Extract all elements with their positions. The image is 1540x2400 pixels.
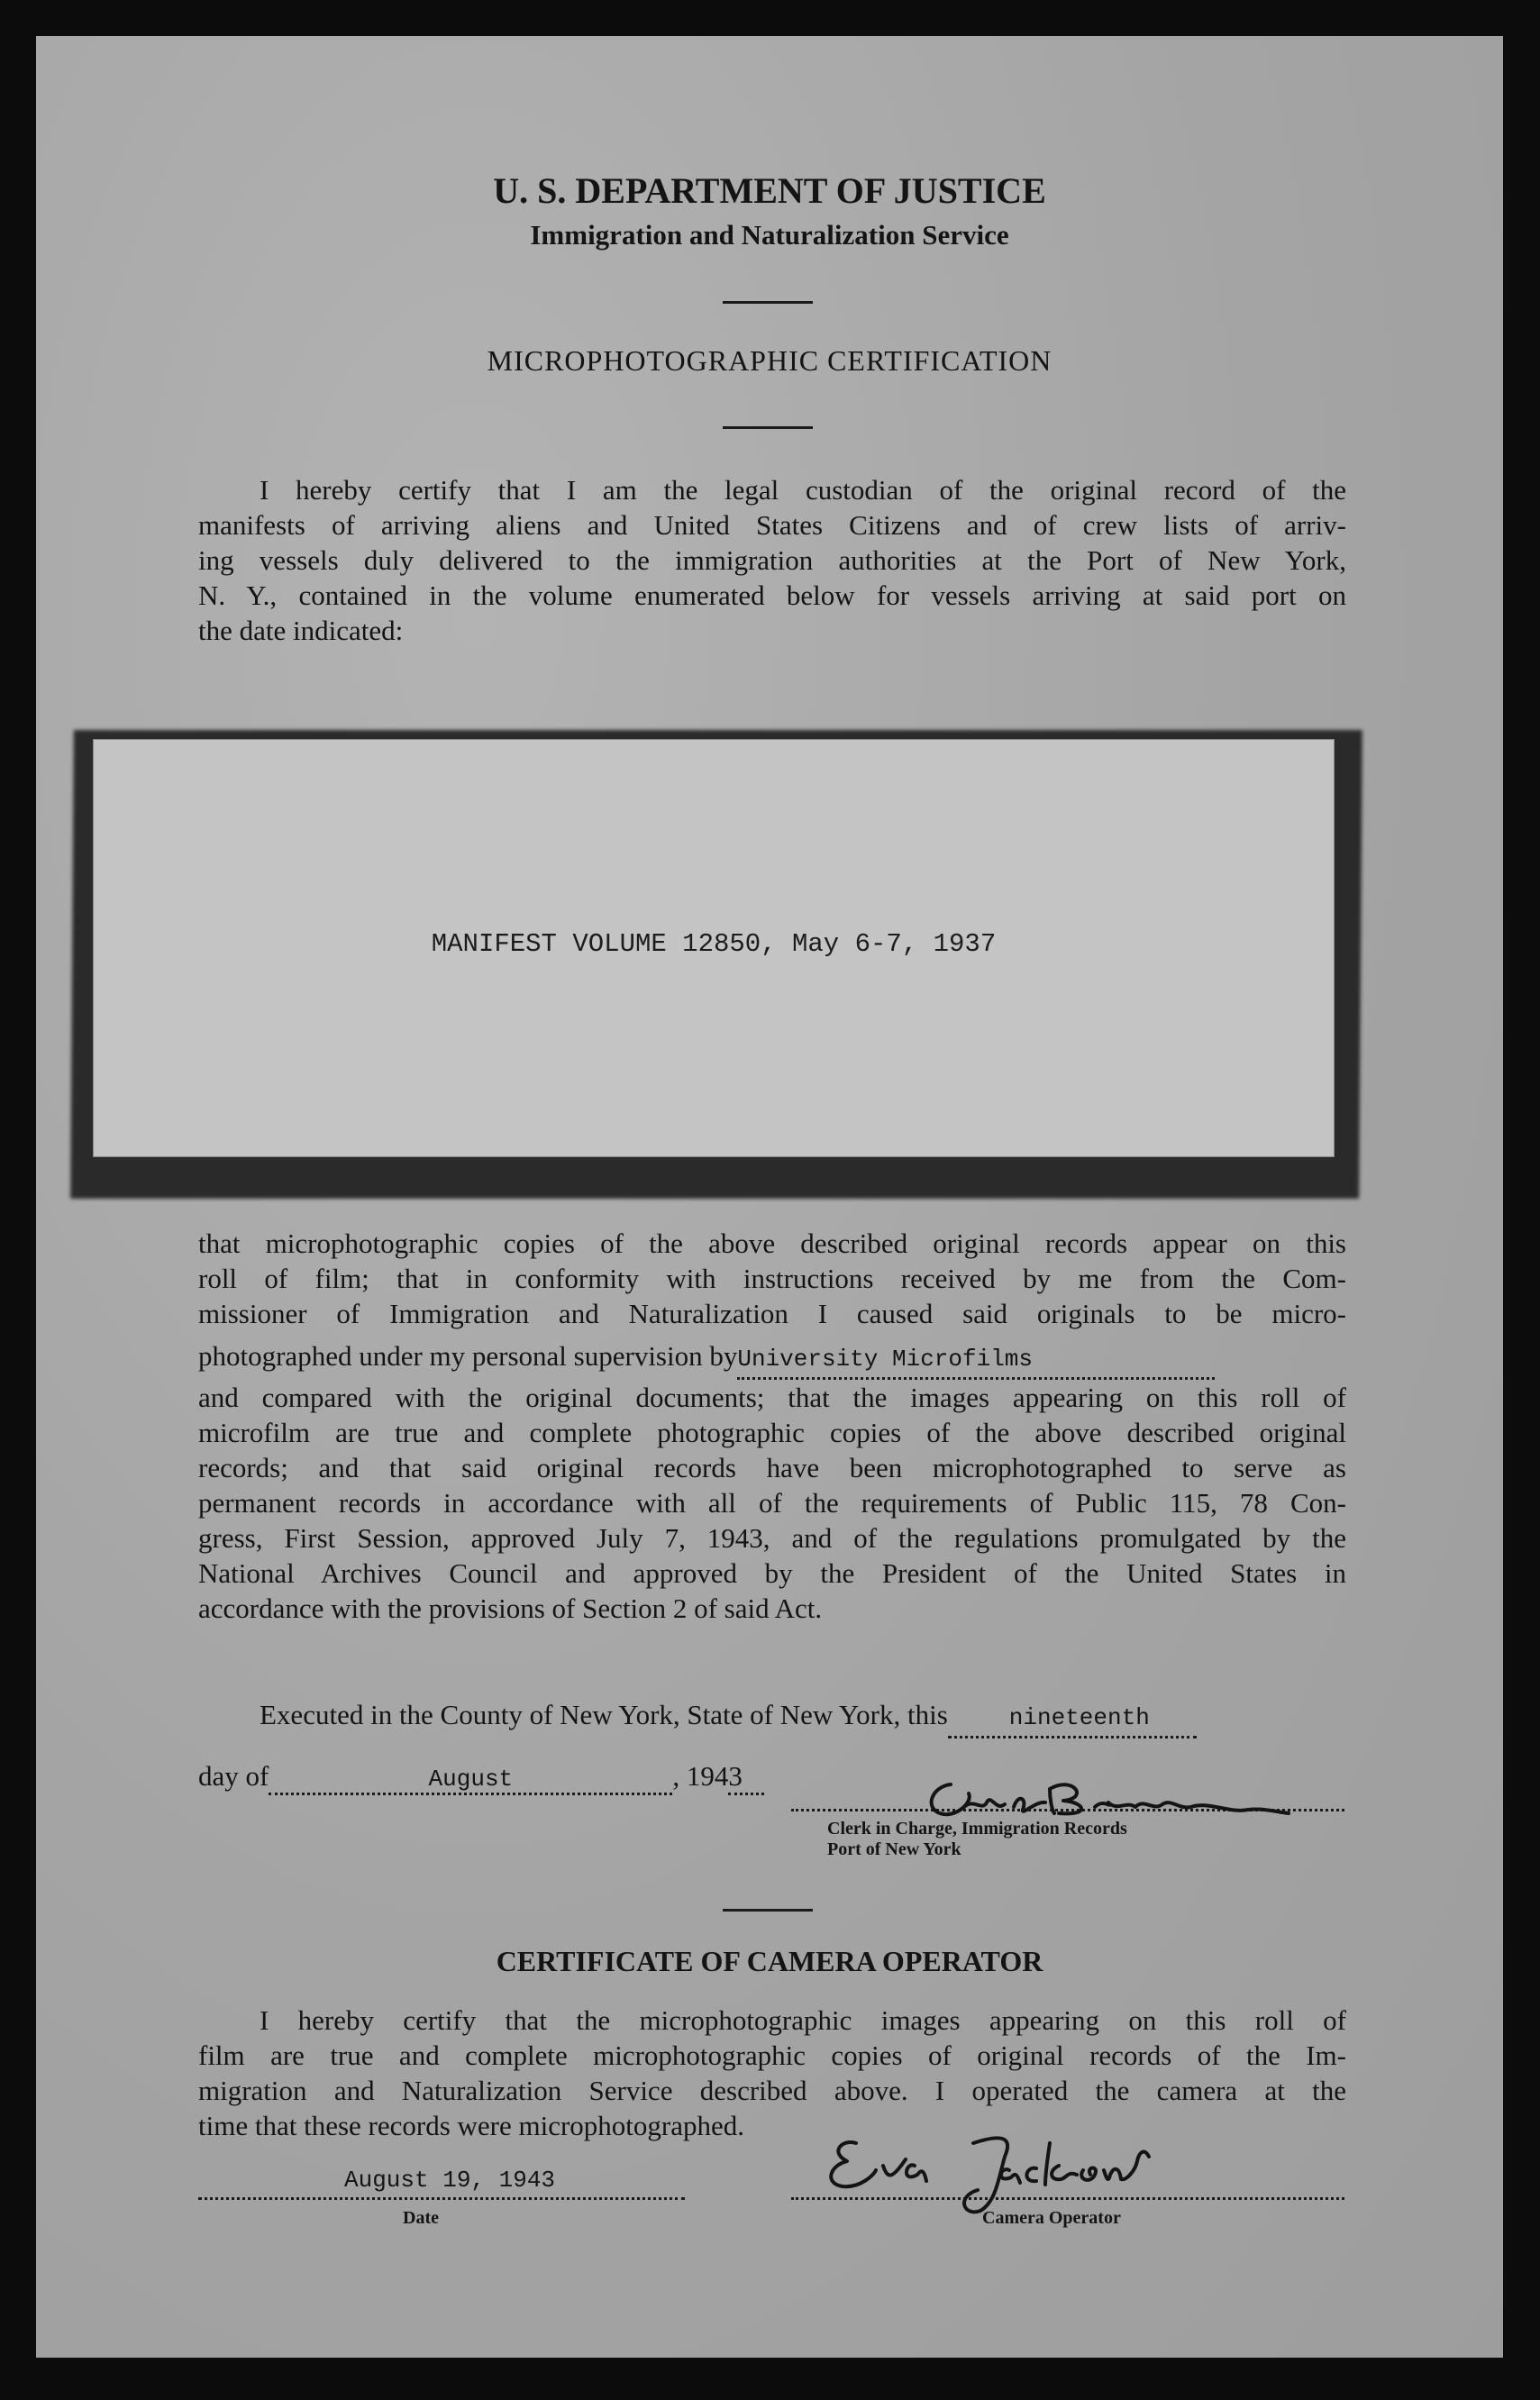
camera-line: time that these records were microphotographed. [198, 2110, 744, 2141]
divider-rule-top [723, 301, 813, 304]
body-line: and compared with the original documents; that the images appearing on this roll of [198, 1382, 1346, 1413]
camera-certificate-title: CERTIFICATE OF CAMERA OPERATOR [496, 1945, 1043, 1977]
body-line: records; and that said original records have been microphotographed to serve as [198, 1452, 1346, 1483]
manifest-card [93, 739, 1335, 1157]
camera-date-label: Date [403, 2208, 439, 2228]
manifest-volume-text: MANIFEST VOLUME 12850, May 6-7, 1937 [431, 929, 997, 959]
clerk-title-line1: Clerk in Charge, Immigration Records [827, 1819, 1127, 1839]
camera-date-value: August 19, 1943 [344, 2167, 556, 2194]
intro-line: the date indicated: [198, 615, 404, 646]
month-value: August [428, 1766, 514, 1793]
year-prefix: , 194 [672, 1760, 729, 1792]
department-heading: U. S. DEPARTMENT OF JUSTICE [493, 170, 1046, 211]
execution-line [198, 1697, 1346, 1738]
supervision-value: University Microfilms [737, 1346, 1034, 1373]
day-of-label: day of [198, 1760, 269, 1792]
body-paragraph [198, 1226, 1346, 1626]
body-line: gress, First Session, approved July 7, 1943, and of the regulations promulgated by the [198, 1522, 1346, 1554]
intro-line: I hereby certify that I am the legal custodian of the original record of the [260, 474, 1346, 506]
divider-rule-mid [723, 426, 813, 429]
body-line: accordance with the provisions of Section 2 of said Act. [198, 1592, 823, 1624]
camera-line: film are true and complete microphotographic copies of original records of the Im- [198, 2040, 1346, 2071]
date-signature-line [198, 2197, 685, 2200]
year-field [728, 1760, 764, 1795]
intro-line: manifests of arriving aliens and United States Citizens and of crew lists of arriv- [198, 509, 1346, 541]
divider-rule-bottom [723, 1909, 813, 1912]
day-field [948, 1697, 1197, 1738]
supervision-prefix: photographed under my personal supervision by [198, 1340, 738, 1372]
body-line: missioner of Immigration and Naturalization I caused said originals to be micro- [198, 1298, 1346, 1329]
intro-line: N. Y., contained in the volume enumerated below for vessels arriving at said port on [198, 579, 1346, 611]
document-page [36, 36, 1503, 2358]
day-value: nineteenth [1008, 1704, 1150, 1731]
clerk-title-line2: Port of New York [827, 1839, 961, 1859]
execution-prefix: Executed in the County of New York, State of New York, this [260, 1699, 948, 1730]
camera-paragraph [198, 2003, 1346, 2143]
intro-line: ing vessels duly delivered to the immigration authorities at the Port of New York, [198, 544, 1346, 576]
body-line: National Archives Council and approved by the President of the United States in [198, 1557, 1346, 1589]
camera-line: I hereby certify that the microphotographic images appearing on this roll of [260, 2004, 1346, 2036]
camera-operator-label: Camera Operator [982, 2208, 1121, 2228]
body-line: roll of film; that in conformity with instructions received by me from the Com- [198, 1263, 1346, 1294]
body-line: microfilm are true and complete photographic copies of the above described original [198, 1417, 1346, 1448]
body-line: permanent records in accordance with all of the requirements of Public 115, 78 Con- [198, 1487, 1346, 1519]
supervision-line [198, 1338, 1346, 1380]
body-line: that microphotographic copies of the above described original records appear on this [198, 1227, 1346, 1259]
supervision-field [737, 1338, 1215, 1380]
month-field [269, 1760, 672, 1795]
service-subheading: Immigration and Naturalization Service [530, 219, 1009, 251]
date-line [198, 1760, 764, 1795]
certification-title: MICROPHOTOGRAPHIC CERTIFICATION [487, 344, 1052, 377]
camera-line: migration and Naturalization Service described above. I operated the camera at the [198, 2075, 1346, 2106]
intro-paragraph [198, 472, 1346, 648]
year-value: 3 [728, 1760, 743, 1792]
